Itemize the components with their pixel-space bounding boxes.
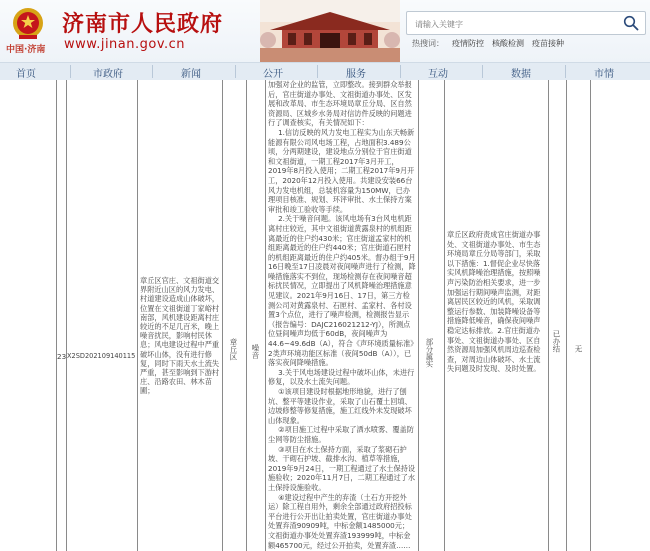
nav-divider (400, 65, 401, 78)
city-landmark-banner-image (260, 0, 400, 62)
pollution-type-cell: 噪音 (251, 344, 260, 359)
verification-paragraph: ④建设过程中产生的弃渣（土石方开挖外运）除工程自用外，剩余全部通过政府招投标平台进行公开出让拍卖处置，官庄街道办事处处置弃渣90909吨，中标金额1485000元；文祖街道办事处处置弃渣193999吨，中标金额465700元，经过公开拍卖，处置弃渣…… (268, 492, 412, 550)
nav-divider (70, 65, 71, 78)
nav-item-services[interactable]: 服务 (346, 69, 366, 80)
search-input[interactable] (413, 14, 617, 34)
nav-item-openness[interactable]: 公开 (263, 69, 283, 80)
hot-word-link[interactable]: 核酸检测 (492, 39, 524, 48)
table-column-border (418, 80, 419, 551)
nav-item-interaction[interactable]: 互动 (428, 69, 448, 80)
nav-divider (235, 65, 236, 78)
table-column-border (566, 80, 567, 551)
site-header (0, 0, 650, 62)
status-cell: 已办结 (552, 330, 561, 353)
nav-item-data[interactable]: 数据 (511, 69, 531, 80)
table-column-border (222, 80, 223, 551)
hot-word-link[interactable]: 疫情防控 (452, 39, 484, 48)
nav-divider (565, 65, 566, 78)
table-column-border (444, 80, 445, 551)
hot-search-row (412, 38, 572, 49)
nav-divider (152, 65, 153, 78)
search-icon[interactable] (623, 15, 639, 31)
verification-paragraph: 3.关于风电场建设过程中破坏山体，未进行修复，以及水土流失问题。 (268, 367, 415, 387)
table-column-border (265, 80, 266, 551)
complaint-content: 章丘区官庄、文祖街道交界附近山区的风力发电、村道建设造成山体破坏，位置在文祖街道丁家峪村南部，风机建设距离村庄较近的不足几百米，晚上噪音扰民，影响村民休息；风电建设过程中严重破坏山体，没有进行修复，同时下雨天水土流失严重，甚至影响到下游村庄、沿路农田、林木苗圃； (140, 276, 220, 396)
accountability-cell: 无 (574, 345, 583, 353)
hot-search-label: 热搜词： (412, 39, 444, 48)
main-navigation (0, 62, 650, 81)
verification-result-cell: 部分属实 (425, 338, 434, 368)
search-box (406, 11, 646, 35)
nav-divider (317, 65, 318, 78)
verification-detail (268, 80, 416, 551)
supervision-table (0, 80, 650, 551)
nav-item-home[interactable]: 首页 (16, 69, 36, 80)
nav-item-news[interactable]: 新闻 (181, 69, 201, 80)
verification-paragraph: ③项目在水土保持方面，采取了浆砌石护坡、干砌石护坡、截排水沟、植草等措施，2019年9月24日，一期工程通过了水土保持设施验收；2020年11月7日，二期工程通过了水土保持设施验收。 (268, 444, 416, 492)
table-column-border (56, 80, 57, 551)
table-column-border (548, 80, 549, 551)
case-number: X2SD202109140115 (67, 352, 136, 360)
nav-divider (482, 65, 483, 78)
verification-intro: 加强对企业的监管，立即整改。接到群众举报后，官庄街道办事处、文祖街道办事处、区发展和改革局、市生态环境局章丘分局、区自然资源局、区城乡水务局对信访件反映的问题进行了调查核实，有关情况如下： (268, 80, 412, 128)
site-tagline: 中国·济南 (6, 45, 46, 55)
table-column-border (137, 80, 138, 551)
verification-paragraph: ②项目施工过程中采取了洒水喷雾、覆盖防尘网等防尘措施。 (268, 425, 414, 444)
site-domain: www.jinan.gov.cn (64, 37, 186, 52)
district-cell: 章丘区 (229, 338, 238, 361)
handling-measures: 章丘区政府责成官庄街道办事处、文祖街道办事处、市生态环境局章丘分局等部门，采取以下措施：1.督促企业尽快落实风机降噪治理措施，按照噪声污染防治相关要求，进一步加强运行期间噪声监测，对距离居民区较近的风机，采取调整运行参数、加装降噪设备等措施降低噪音，确保夜间噪声稳定达标排放。2.官庄街道办事处、文祖街道办事处、区自然资源局加强风机周边巡查检查，对周边山体破坏、水土流失问题及时发现、及时处置。 (447, 230, 541, 374)
nav-item-city-info[interactable]: 市情 (594, 69, 614, 80)
national-emblem-icon (10, 6, 46, 42)
row-index: 23 (57, 352, 67, 361)
verification-paragraph: 1.信访反映的风力发电工程实为山东天畅新能源有限公司风电场工程，占地面积3.489公顷，分两期建设，建设地点分别位于官庄街道和文祖街道，一期工程2017年3月开工，2019年8月投入使用；二期工程2017年9月开工，2020年12月投入使用。共建设安装66台风力发电机组，总装机容量为150MW，已办理项目核准、规划、环评审批、水土保持方案审批和竣工验收等手续。 (268, 127, 415, 214)
verification-paragraph: ①该项目建设时根据地形地貌，进行了刨坑、整平等建设作业，采取了山石覆土回填、边坡修整等修复措施，施工红线外未发现破坏山体现象。 (268, 387, 412, 425)
hot-word-link[interactable]: 疫苗接种 (532, 39, 564, 48)
table-column-border (590, 80, 591, 551)
nav-item-government[interactable]: 市政府 (93, 69, 123, 80)
table-column-border (66, 80, 67, 551)
table-column-border (246, 80, 247, 551)
verification-paragraph: 2.关于噪音问题。该风电场有3台风电机距离村庄较近，其中文祖街道黄露泉村的机组距离最近的住户约430米；官庄街道孟家村的机组距离最近的住户约440米；官庄街道石匣村的机组距离最近的住户约405米。督办组于9月16日晚至17日凌晨对夜间噪声进行了检测，降噪措施落实不到位，现场检测存在夜间噪音超标扰民情况，立即提出了风机降噪治理措施意见建议。2021年9月16日、17日，第三方检测公司对黄露泉村、石匣村、孟家村、各村设置3个点位，进行了噪声检测，检测报告显示（报告编号：DAJC216021212-YJ），所测点位昼间噪声均低于60dB，夜间噪声为44.6~49.6dB（A），符合《声环境质量标准》2类声环境功能区标准（夜间50dB（A）），已落实夜间降噪措施。 (268, 214, 416, 368)
site-title[interactable]: 济南市人民政府 (62, 11, 224, 37)
